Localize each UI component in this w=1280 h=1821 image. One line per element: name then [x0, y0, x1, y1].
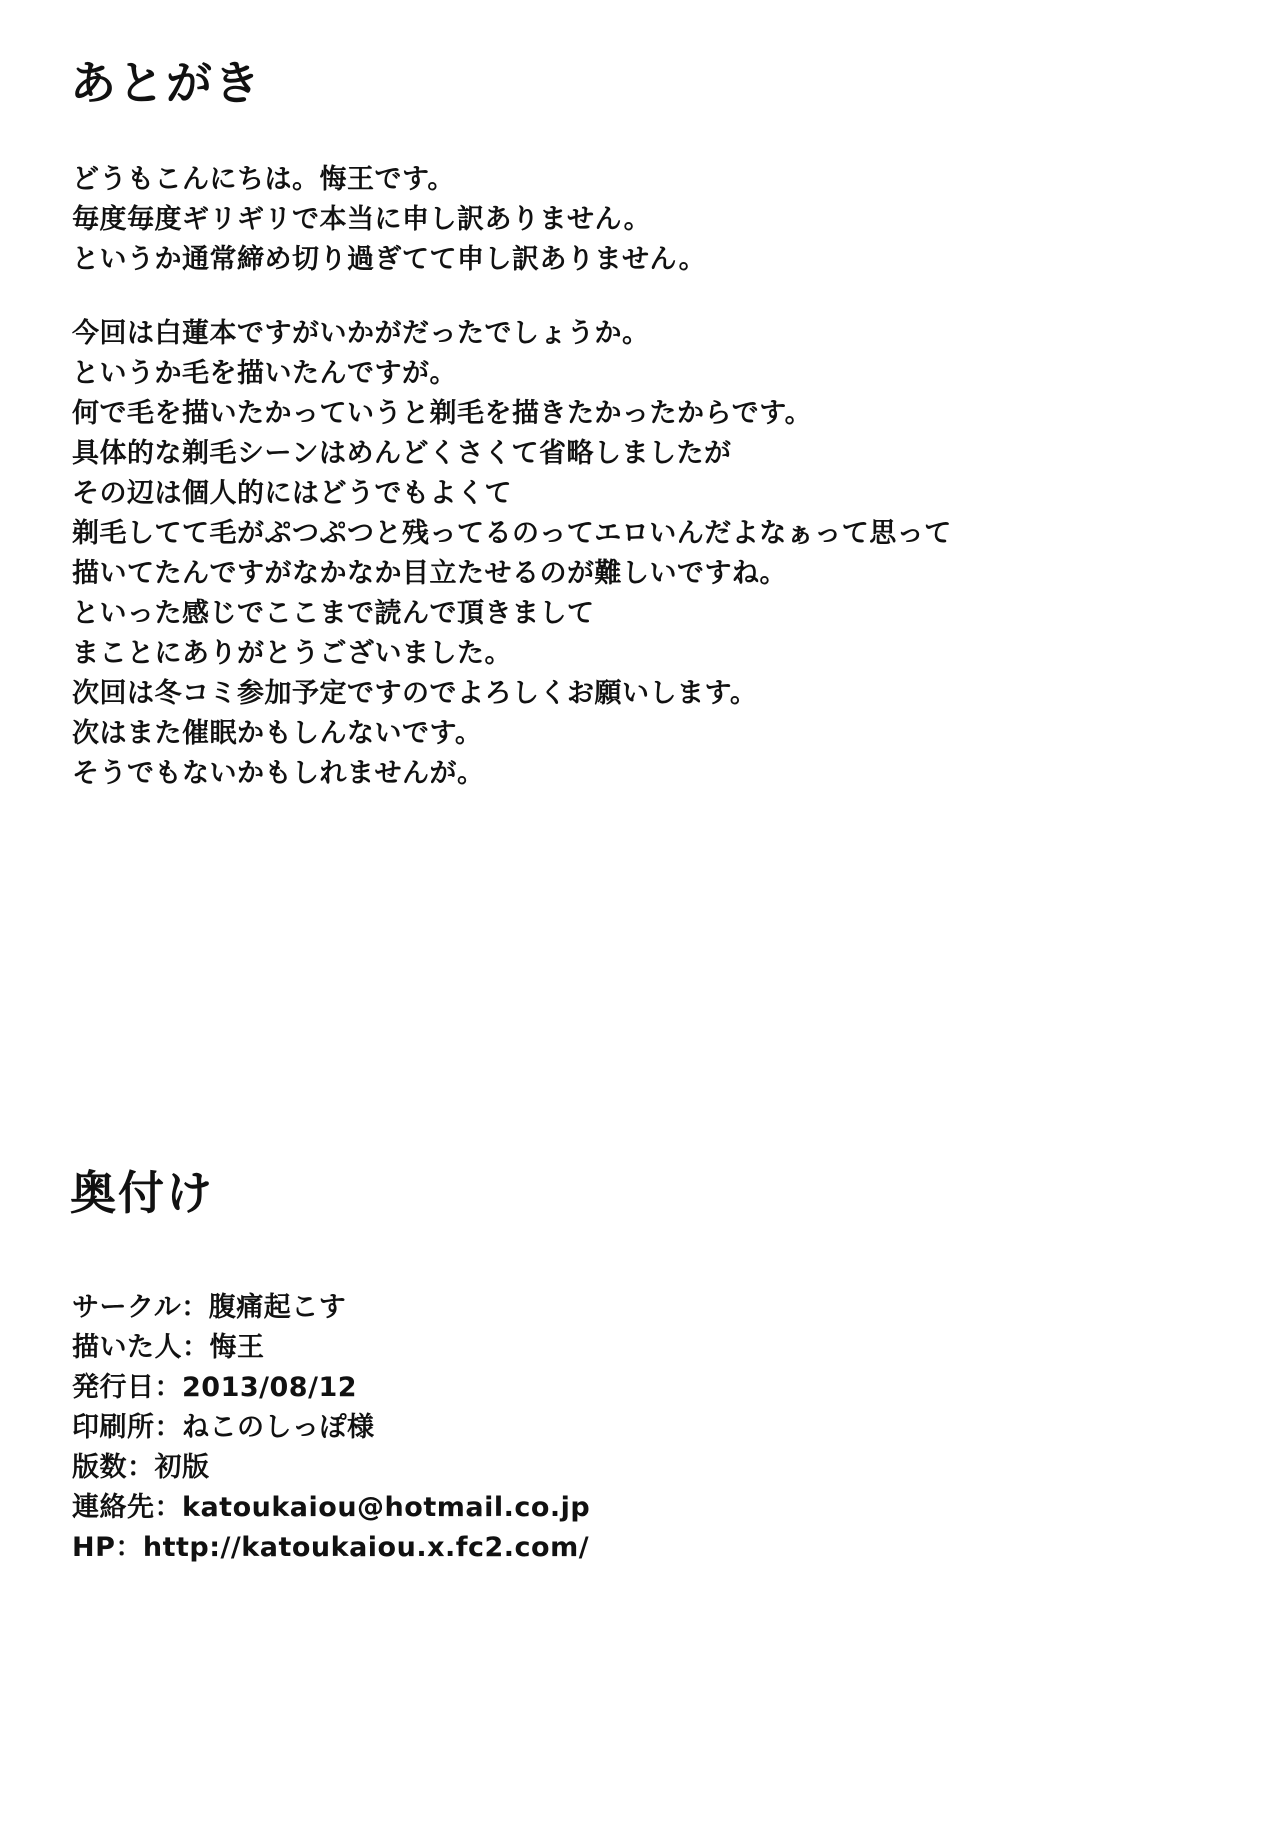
afterword-line: その辺は個人的にはどうでもよくて	[72, 478, 512, 509]
afterword-line: 毎度毎度ギリギリで本当に申し訳ありません。	[72, 204, 652, 235]
afterword-line: 今回は白蓮本ですがいかがだったでしょうか。	[72, 318, 650, 349]
colophon-heading: 奥付け	[70, 1166, 214, 1220]
afterword-line: というか毛を描いたんですが。	[72, 358, 457, 389]
afterword-paragraph-1	[72, 160, 1192, 280]
colophon-homepage: HP：http://katoukaiou.x.fc2.com/	[72, 1532, 590, 1563]
colophon-artist: 描いた人：悔王	[72, 1332, 265, 1363]
afterword-line: そうでもないかもしれませんが。	[72, 758, 485, 789]
afterword-line: どうもこんにちは。悔王です。	[72, 164, 455, 195]
afterword-line: 具体的な剃毛シーンはめんどくさくて省略しましたが	[72, 438, 732, 469]
afterword-line: 剃毛してて毛がぷつぷつと残ってるのってエロいんだよなぁって思って	[72, 518, 952, 549]
afterword-line: 描いてたんですがなかなか目立たせるのが難しいですね。	[72, 558, 787, 589]
afterword-heading: あとがき	[70, 56, 262, 110]
afterword-line: まことにありがとうございました。	[72, 638, 512, 669]
afterword-body	[72, 160, 1192, 794]
afterword-line: というか通常締め切り過ぎてて申し訳ありません。	[72, 244, 707, 275]
afterword-line: といった感じでここまで読んで頂きまして	[72, 598, 595, 629]
colophon-circle: サークル：腹痛起こす	[72, 1292, 347, 1323]
colophon-edition: 版数：初版	[72, 1452, 210, 1483]
colophon-publish-date: 発行日：2013/08/12	[72, 1372, 358, 1403]
afterword-line: 次はまた催眠かもしんないです。	[72, 718, 483, 749]
colophon-contact-email: 連絡先：katoukaiou@hotmail.co.jp	[72, 1492, 591, 1523]
afterword-line: 何で毛を描いたかっていうと剃毛を描きたかったからです。	[72, 398, 813, 429]
colophon-body	[72, 1288, 1192, 1568]
colophon-printer: 印刷所：ねこのしっぽ様	[72, 1412, 375, 1443]
afterword-paragraph-2	[72, 314, 1192, 794]
afterword-line: 次回は冬コミ参加予定ですのでよろしくお願いします。	[72, 678, 758, 709]
